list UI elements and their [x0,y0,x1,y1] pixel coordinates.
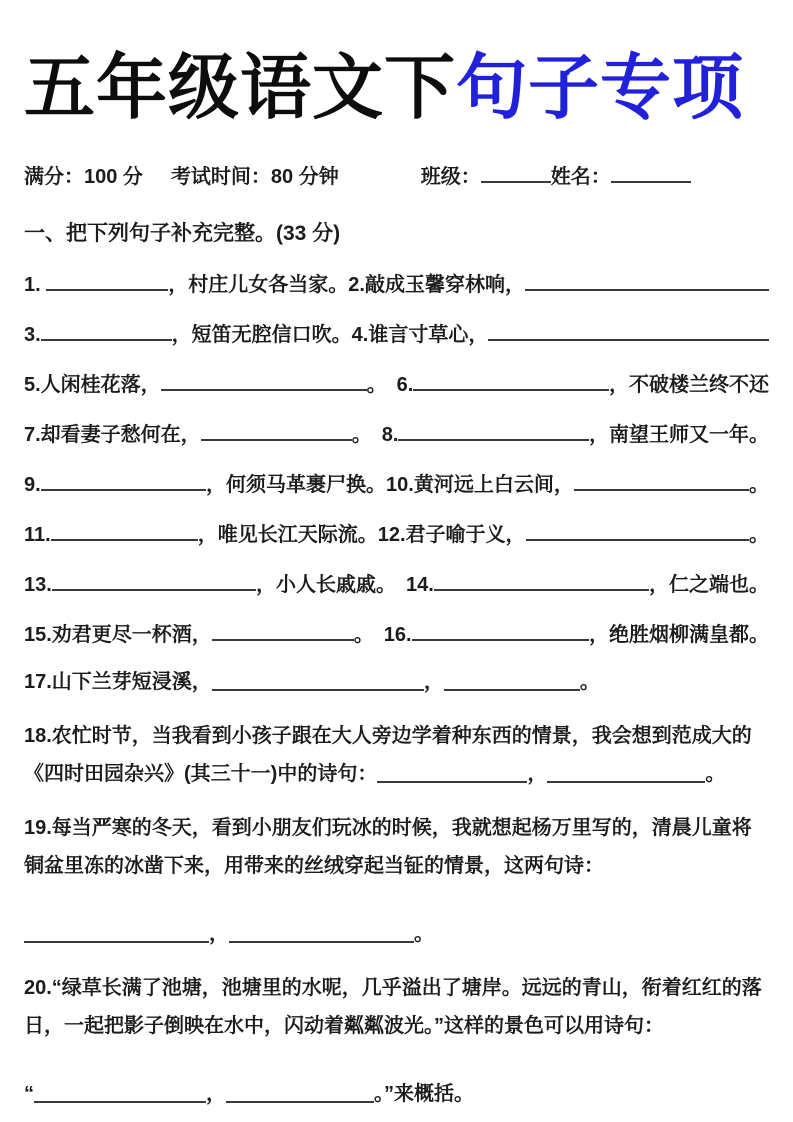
answer-blank[interactable] [212,669,424,691]
question-line [24,468,769,497]
answer-blank[interactable] [41,469,206,491]
answer-blank[interactable] [574,469,749,491]
question-text: ，短笛无腔信口吹。4.谁言寸草心， [171,324,489,347]
question-text: ，何须马革裹尸换。10.黄河远上白云间， [206,474,574,497]
answer-blank[interactable] [34,1081,206,1103]
question-text: 9. [24,474,41,497]
title-black: 五年级语文下 [24,49,457,128]
class-label: 班级： [420,166,481,189]
class-blank[interactable] [481,161,551,183]
question-text: ，仁之端也。 [649,574,769,597]
question-text: 18.农忙时节，当我看到小孩子跟在大人旁边学着种东西的情景，我会想到范成大的《四时田园杂兴》(其三十一)中的诗句： [24,725,752,786]
name-label: 姓名： [550,166,611,189]
answer-blank[interactable] [525,269,769,291]
answer-blank[interactable] [488,319,769,341]
question-line [24,368,769,397]
question-text: 7.却看妻子愁何在， [24,424,201,447]
question-line [24,809,769,885]
question-text: 。 [414,923,434,946]
question-text: 。 6. [366,374,414,397]
answer-blank[interactable] [398,419,589,441]
answer-blank[interactable] [547,761,705,783]
section-heading: 一、把下列句子补充完整。(33 分) [24,222,341,246]
question-line [24,717,769,793]
answer-blank[interactable] [412,619,589,641]
question-line [24,268,769,297]
question-text: 11. [24,524,51,547]
answer-blank[interactable] [212,619,354,641]
answer-blank[interactable] [229,921,414,943]
class-name-group [421,160,691,189]
question-line [24,915,769,953]
question-text: 。 [705,763,726,786]
question-text: ，村庄儿女各当家。2.敲成玉馨穿林响， [168,274,525,297]
question-line [24,969,769,1045]
question-text: 13. [24,574,52,597]
question-text: 。 [579,671,600,694]
question-text: 15.劝君更尽一杯酒， [24,624,212,647]
answer-blank[interactable] [24,921,209,943]
exam-meta [24,160,769,189]
answer-blank[interactable] [434,569,649,591]
question-text: 。 16. [353,624,412,647]
question-text: ， [209,923,229,946]
question-text: 。 [749,524,769,547]
question-text: ， [206,1083,226,1106]
question-text: ，不破楼兰终不还 [609,374,769,397]
question-text: “ [24,1083,34,1106]
question-line [24,418,769,447]
question-text: 5.人闲桂花落， [24,374,161,397]
answer-blank[interactable] [444,669,580,691]
question-line [24,318,769,347]
question-text: ，绝胜烟柳满皇都。 [589,624,769,647]
question-text: ，唯见长江天际流。12.君子喻于义， [197,524,526,547]
question-line [24,568,769,597]
question-text: 3. [24,324,41,347]
name-blank[interactable] [611,161,691,183]
exam-time-label: 考试时间：80 分钟 [170,166,339,189]
answer-blank[interactable] [46,269,168,291]
answer-blank[interactable] [201,419,352,441]
answer-blank[interactable] [413,369,609,391]
title-blue: 句子专项 [456,49,745,128]
question-text: 1. [24,274,47,297]
question-text: 17.山下兰芽短浸溪， [24,671,212,694]
question-line [24,663,769,701]
question-line [24,518,769,547]
answer-blank[interactable] [161,369,367,391]
question-list [24,268,769,1113]
full-score-label: 满分：100 分 [24,166,143,189]
question-text: ， [527,763,548,786]
page-title [24,50,769,128]
question-text: 。”来概括。 [374,1083,474,1106]
question-text: 19.每当严寒的冬天，看到小朋友们玩冰的时候，我就想起杨万里写的，清晨儿童将铜盆里冻的冰凿下来，用带来的丝绒穿起当钲的情景，这两句诗： [24,817,752,878]
answer-blank[interactable] [526,519,749,541]
question-line [24,618,769,647]
question-text: 。 [749,474,769,497]
question-text: 。 8. [351,424,399,447]
answer-blank[interactable] [226,1081,374,1103]
question-text: ， [423,671,444,694]
question-text: 20.“绿草长满了池塘，池塘里的水呢，几乎溢出了塘岸。远远的青山，衔着红红的落日，一起把影子倒映在水中，闪动着粼粼波光。”这样的景色可以用诗句： [24,977,762,1038]
question-text: ，南望王师又一年。 [589,424,769,447]
question-line [24,1075,769,1113]
answer-blank[interactable] [52,569,256,591]
answer-blank[interactable] [377,761,527,783]
answer-blank[interactable] [41,319,172,341]
answer-blank[interactable] [51,519,198,541]
question-text: ，小人长戚戚。 14. [256,574,434,597]
